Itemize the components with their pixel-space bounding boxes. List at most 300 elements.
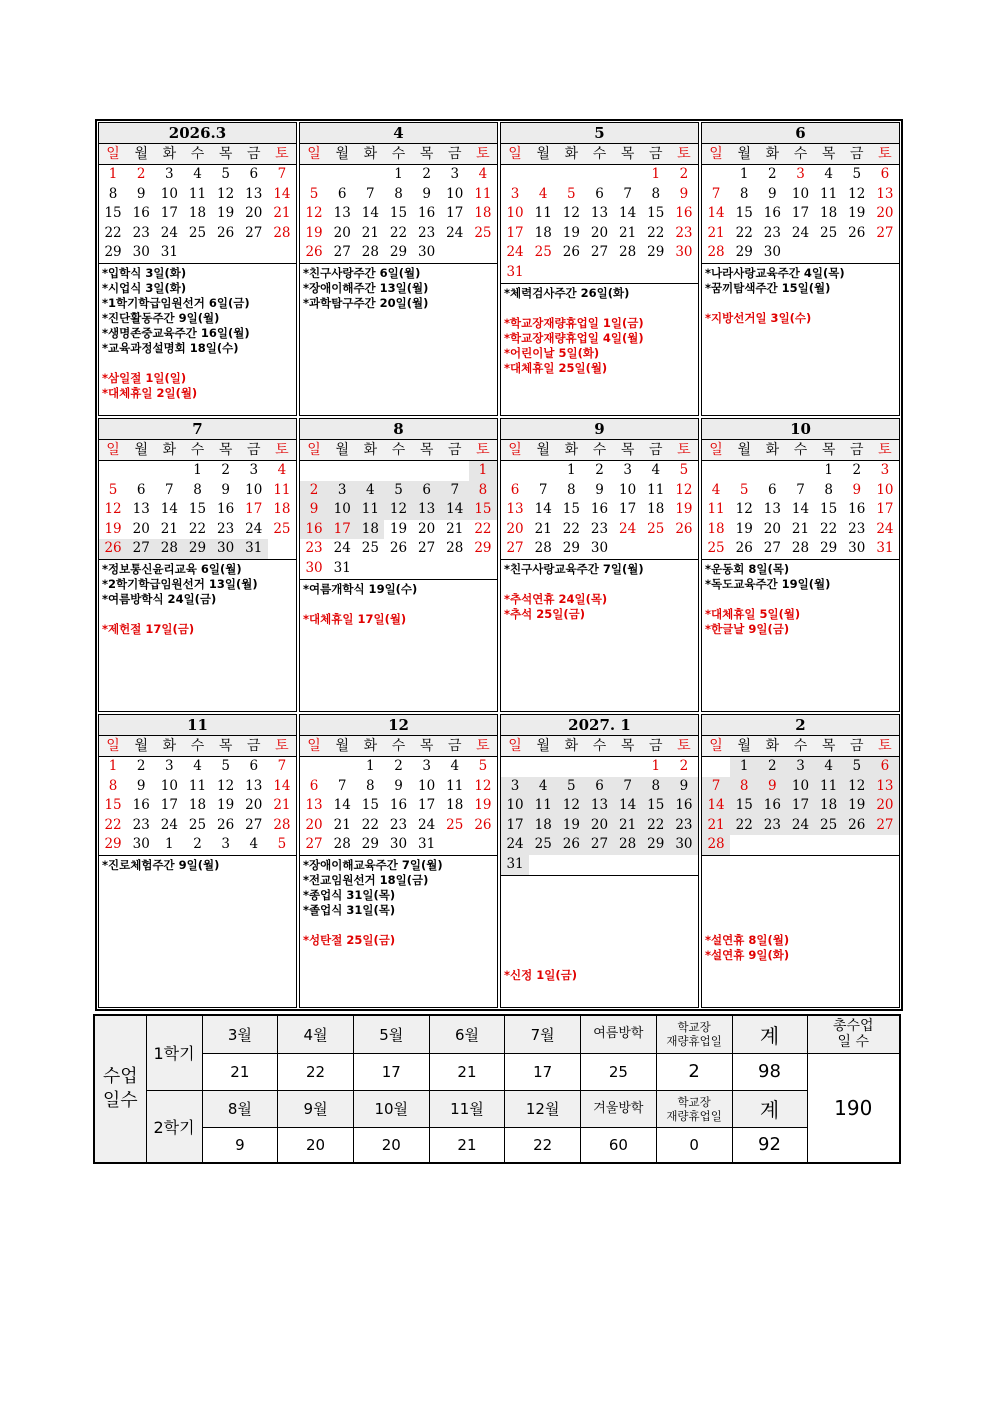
next-month-day-cell: 3 <box>221 836 230 853</box>
day-cell: 19 <box>562 224 580 241</box>
day-cell: 12 <box>305 205 323 222</box>
empty-day-cell <box>356 461 384 481</box>
day-cell: 15 <box>730 796 758 816</box>
day-cell: 22 <box>389 224 408 241</box>
day-cell: 9 <box>136 777 146 794</box>
weekday-label: 토 <box>275 738 289 754</box>
day-cell: 15 <box>735 205 753 222</box>
day-cell: 26 <box>389 540 408 557</box>
day-cell: 2 <box>852 462 862 478</box>
day-cell: 13 <box>871 777 899 797</box>
day-cell: 10 <box>876 481 894 498</box>
day-cell: 21 <box>361 224 379 241</box>
day-cell: 12 <box>217 185 235 202</box>
day-cell: 12 <box>474 777 492 794</box>
day-cell: 29 <box>104 244 122 261</box>
term1-month: 학교장 재량휴업일 <box>656 1015 732 1053</box>
day-cell: 7 <box>277 758 287 774</box>
weekday-label: 일 <box>709 442 723 458</box>
weekday-label: 일 <box>307 146 321 162</box>
day-cell: 4 <box>450 758 460 774</box>
weekday-header <box>99 144 296 165</box>
day-cell: 5 <box>309 185 319 202</box>
day-cell: 8 <box>394 185 403 202</box>
day-cell: 7 <box>165 481 174 498</box>
day-cell: 11 <box>188 777 207 794</box>
day-cell: 11 <box>529 796 557 816</box>
day-cell: 6 <box>337 185 347 202</box>
day-cell: 4 <box>651 462 661 478</box>
weekday-label: 토 <box>275 442 289 458</box>
day-cell: 25 <box>273 520 291 537</box>
day-cell: 28 <box>446 540 464 557</box>
day-cell: 30 <box>389 836 408 853</box>
holiday-item: *제헌절 17일(금) <box>102 621 195 636</box>
weekday-label: 일 <box>709 146 723 162</box>
weekday-label: 수 <box>391 738 406 754</box>
day-cell: 30 <box>670 835 698 855</box>
day-cell: 20 <box>418 520 436 537</box>
term1-value: 22 <box>278 1053 354 1090</box>
day-cell: 20 <box>585 816 613 836</box>
day-cell: 24 <box>506 244 524 261</box>
day-cell: 7 <box>796 481 805 498</box>
day-grid <box>99 757 296 855</box>
month-title: 10 <box>702 419 899 440</box>
holiday-item: *설연휴 9일(화) <box>705 947 790 962</box>
weekday-header <box>702 440 899 461</box>
day-cell: 6 <box>510 481 520 498</box>
empty-day-cell <box>501 757 529 777</box>
weekday-label: 금 <box>850 738 864 754</box>
day-cell: 19 <box>843 796 871 816</box>
weekday-label: 금 <box>247 442 261 458</box>
day-cell: 5 <box>567 185 576 202</box>
day-cell: 22 <box>104 224 122 241</box>
day-cell: 26 <box>735 540 753 557</box>
weekday-label: 수 <box>793 442 808 458</box>
weekday-label: 목 <box>620 146 635 162</box>
day-cell: 9 <box>595 481 604 498</box>
day-cell: 8 <box>366 777 375 794</box>
day-cell: 11 <box>707 501 725 518</box>
day-cell: 30 <box>132 244 150 261</box>
term2-month: 10월 <box>353 1090 429 1127</box>
day-cell: 18 <box>534 224 552 241</box>
day-cell: 30 <box>763 244 781 261</box>
day-cell: 25 <box>474 224 492 241</box>
day-cell: 22 <box>104 816 122 833</box>
day-cell: 20 <box>590 224 609 241</box>
holiday-item: *한글날 9일(금) <box>705 621 790 636</box>
day-cell: 19 <box>305 224 323 241</box>
day-cell: 29 <box>104 836 122 853</box>
day-cell: 24 <box>876 520 894 537</box>
weekday-label: 금 <box>649 442 663 458</box>
day-cell: 30 <box>305 559 323 576</box>
day-cell: 17 <box>245 501 263 518</box>
day-cell: 22 <box>474 520 492 537</box>
day-cell: 26 <box>848 224 866 241</box>
event-item: *나라사랑교육주간 4일(목) <box>705 265 845 280</box>
day-cell: 3 <box>422 758 431 774</box>
day-cell: 24 <box>160 816 178 833</box>
weekday-label: 토 <box>677 738 691 754</box>
empty-day-cell <box>585 165 613 185</box>
weekday-label: 목 <box>419 442 434 458</box>
day-cell: 30 <box>212 539 240 559</box>
weekday-label: 금 <box>850 442 864 458</box>
day-cell: 14 <box>441 500 469 520</box>
day-cell: 7 <box>441 481 469 501</box>
day-cell: 5 <box>852 166 862 182</box>
day-cell: 1 <box>108 166 118 182</box>
day-cell: 18 <box>273 501 291 518</box>
weekday-label: 월 <box>134 738 148 754</box>
empty-day-cell <box>557 757 585 777</box>
event-item: *졸업식 31일(목) <box>303 902 396 917</box>
term1-month: 6월 <box>429 1015 505 1053</box>
weekday-label: 화 <box>363 442 378 458</box>
empty-day-cell <box>155 461 183 481</box>
weekday-label: 목 <box>620 442 635 458</box>
day-cell: 8 <box>730 777 758 797</box>
empty-day-cell <box>702 461 730 481</box>
day-cell: 19 <box>104 520 122 537</box>
term2-month: 겨울방학 <box>581 1090 657 1127</box>
day-cell: 18 <box>474 205 492 222</box>
day-cell: 7 <box>538 481 548 498</box>
event-item: *교육과정설명회 18일(수) <box>102 340 239 355</box>
weekday-label: 화 <box>564 738 579 754</box>
day-cell: 19 <box>735 520 753 537</box>
day-cell: 22 <box>735 224 753 241</box>
day-cell: 26 <box>217 816 235 833</box>
weekday-label: 목 <box>821 442 836 458</box>
day-cell: 18 <box>356 520 384 540</box>
term1-value: 2 <box>656 1053 732 1090</box>
day-cell: 14 <box>361 205 379 222</box>
day-cell: 23 <box>758 816 786 836</box>
day-cell: 15 <box>647 205 665 222</box>
day-cell: 7 <box>623 185 632 202</box>
day-cell: 28 <box>155 539 183 559</box>
day-cell: 6 <box>413 481 441 501</box>
day-cell: 24 <box>786 816 814 836</box>
day-cell: 22 <box>562 520 580 537</box>
day-grid <box>702 757 899 855</box>
day-cell: 4 <box>478 166 488 182</box>
day-cell: 27 <box>127 539 155 559</box>
month-events <box>702 559 899 711</box>
day-cell: 25 <box>815 816 843 836</box>
day-cell: 17 <box>446 205 464 222</box>
day-cell: 4 <box>277 462 287 478</box>
day-cell: 1 <box>651 758 661 774</box>
month-events <box>702 263 899 415</box>
day-cell: 12 <box>104 501 122 518</box>
weekday-header <box>300 736 497 757</box>
month-title: 7 <box>99 419 296 440</box>
weekday-label: 금 <box>247 738 261 754</box>
weekday-label: 목 <box>419 146 434 162</box>
day-cell: 5 <box>384 481 412 501</box>
day-cell: 19 <box>389 520 408 537</box>
weekday-label: 일 <box>106 146 120 162</box>
day-cell: 12 <box>217 777 235 794</box>
month-events <box>300 579 497 711</box>
day-cell: 26 <box>305 244 323 261</box>
day-cell: 21 <box>614 816 642 836</box>
day-cell: 10 <box>501 796 529 816</box>
day-cell: 6 <box>585 777 613 797</box>
day-cell: 5 <box>221 166 230 182</box>
day-cell: 11 <box>820 185 838 202</box>
event-item: *입학식 3일(화) <box>102 265 187 280</box>
month-block <box>299 418 498 712</box>
day-cell: 17 <box>328 520 356 540</box>
day-cell: 14 <box>707 205 725 222</box>
day-grid <box>702 461 899 559</box>
weekday-label: 월 <box>335 738 349 754</box>
day-cell: 21 <box>791 520 810 537</box>
day-cell: 24 <box>791 224 810 241</box>
month-block <box>500 122 699 416</box>
day-cell: 1 <box>469 461 497 481</box>
day-cell: 10 <box>418 777 436 794</box>
day-cell: 23 <box>675 224 693 241</box>
holiday-item: *대체휴일 17일(월) <box>303 611 407 626</box>
term2-value: 20 <box>353 1127 429 1163</box>
day-cell: 27 <box>245 224 263 241</box>
month-events <box>501 559 698 711</box>
day-cell: 16 <box>675 205 693 222</box>
day-cell: 21 <box>619 224 637 241</box>
day-cell: 4 <box>711 481 721 498</box>
month-title: 4 <box>300 123 497 144</box>
month-block <box>701 418 900 712</box>
empty-day-cell <box>730 461 758 481</box>
next-month-day-cell: 2 <box>193 836 202 853</box>
day-cell: 1 <box>193 462 202 478</box>
day-cell: 16 <box>217 501 235 518</box>
empty-day-cell <box>413 461 441 481</box>
day-cell: 24 <box>619 520 637 537</box>
empty-day-cell <box>328 757 356 777</box>
day-cell: 7 <box>277 166 287 182</box>
day-cell: 28 <box>273 816 291 833</box>
empty-day-cell <box>614 165 642 185</box>
day-cell: 15 <box>469 500 497 520</box>
day-cell: 27 <box>506 540 524 557</box>
day-cell: 26 <box>557 835 585 855</box>
term1-value: 17 <box>505 1053 581 1090</box>
empty-day-cell <box>758 461 786 481</box>
month-block <box>299 122 498 416</box>
day-cell: 18 <box>707 520 725 537</box>
day-cell: 24 <box>418 816 436 833</box>
day-cell: 7 <box>702 777 730 797</box>
day-cell: 10 <box>786 777 814 797</box>
weekday-label: 토 <box>878 738 892 754</box>
month-block <box>500 418 699 712</box>
day-cell: 20 <box>333 224 351 241</box>
day-cell: 16 <box>758 796 786 816</box>
day-cell: 23 <box>670 816 698 836</box>
event-item: *친구사랑주간 6일(월) <box>303 265 421 280</box>
day-cell: 4 <box>529 777 557 797</box>
day-cell: 19 <box>217 797 235 814</box>
day-cell: 18 <box>529 816 557 836</box>
day-cell: 27 <box>871 816 899 836</box>
day-cell: 24 <box>501 835 529 855</box>
weekday-label: 월 <box>737 738 751 754</box>
day-cell: 22 <box>361 816 379 833</box>
day-cell: 16 <box>389 797 408 814</box>
day-cell: 20 <box>876 205 894 222</box>
day-cell: 23 <box>418 224 436 241</box>
month-title: 8 <box>300 419 497 440</box>
event-item: *여름방학식 24일(금) <box>102 591 217 606</box>
day-cell: 9 <box>852 481 862 498</box>
day-cell: 2 <box>136 758 146 774</box>
day-cell: 17 <box>160 205 178 222</box>
day-cell: 4 <box>824 166 833 182</box>
day-cell: 13 <box>305 797 323 814</box>
day-cell: 26 <box>474 816 492 833</box>
weekday-label: 월 <box>134 146 148 162</box>
event-item: *꿈끼탐색주간 15일(월) <box>705 280 831 295</box>
term2-month: 학교장 재량휴업일 <box>656 1090 732 1127</box>
holiday-item: *어린이날 5일(화) <box>504 345 600 360</box>
day-cell: 7 <box>614 777 642 797</box>
weekday-label: 월 <box>134 442 148 458</box>
day-cell: 5 <box>221 758 230 774</box>
day-cell: 26 <box>562 244 580 261</box>
day-cell: 27 <box>245 816 263 833</box>
holiday-item: *지방선거일 3일(수) <box>705 310 812 325</box>
month-block <box>701 122 900 416</box>
day-cell: 11 <box>446 777 464 794</box>
school-days-summary-table <box>93 1014 901 1164</box>
month-title: 12 <box>300 715 497 736</box>
day-cell: 4 <box>538 185 548 202</box>
day-grid <box>702 165 899 263</box>
day-cell: 14 <box>273 777 291 794</box>
day-cell: 25 <box>529 835 557 855</box>
weekday-label: 목 <box>218 442 233 458</box>
empty-day-cell <box>384 461 412 481</box>
day-cell: 22 <box>820 520 838 537</box>
day-cell: 31 <box>418 836 436 853</box>
month-events <box>99 855 296 1007</box>
month-events <box>300 855 497 1007</box>
month-title: 11 <box>99 715 296 736</box>
day-cell: 22 <box>188 520 207 537</box>
month-events <box>99 559 296 711</box>
event-item: *시업식 3일(화) <box>102 280 187 295</box>
day-cell: 31 <box>333 559 351 576</box>
day-cell: 25 <box>707 540 725 557</box>
day-cell: 29 <box>361 836 379 853</box>
day-cell: 6 <box>595 185 604 202</box>
day-cell: 5 <box>478 758 488 774</box>
day-cell: 7 <box>337 777 347 794</box>
day-cell: 16 <box>418 205 436 222</box>
day-cell: 25 <box>820 224 838 241</box>
day-cell: 23 <box>848 520 866 537</box>
weekday-label: 목 <box>218 738 233 754</box>
day-cell: 1 <box>366 758 375 774</box>
term1-value: 21 <box>202 1053 278 1090</box>
term2-value: 9 <box>202 1127 278 1163</box>
day-cell: 9 <box>670 777 698 797</box>
weekday-label: 월 <box>335 146 349 162</box>
weekday-label: 일 <box>106 738 120 754</box>
event-item: *여름개학식 19일(수) <box>303 581 418 596</box>
grand-total: 190 <box>807 1053 900 1163</box>
day-cell: 16 <box>670 796 698 816</box>
day-cell: 2 <box>679 758 689 774</box>
day-cell: 1 <box>567 462 576 478</box>
day-cell: 2 <box>394 758 403 774</box>
weekday-label: 금 <box>448 738 462 754</box>
day-cell: 5 <box>843 757 871 777</box>
weekday-label: 토 <box>275 146 289 162</box>
month-title: 9 <box>501 419 698 440</box>
weekday-label: 목 <box>419 738 434 754</box>
day-cell: 25 <box>446 816 464 833</box>
empty-day-cell <box>702 757 730 777</box>
day-cell: 13 <box>333 205 351 222</box>
day-cell: 15 <box>389 205 408 222</box>
day-cell: 3 <box>165 166 174 182</box>
day-cell: 28 <box>702 835 730 855</box>
weekday-header <box>300 440 497 461</box>
term2-month: 9월 <box>278 1090 354 1127</box>
day-cell: 3 <box>510 185 520 202</box>
day-cell: 3 <box>796 166 805 182</box>
day-grid <box>501 165 698 283</box>
day-cell: 10 <box>160 185 178 202</box>
day-cell: 15 <box>361 797 379 814</box>
day-cell: 16 <box>132 205 150 222</box>
empty-day-cell <box>356 165 384 185</box>
weekday-label: 화 <box>162 442 177 458</box>
weekday-label: 토 <box>677 442 691 458</box>
day-cell: 23 <box>217 520 235 537</box>
day-cell: 6 <box>249 758 259 774</box>
day-cell: 29 <box>389 244 408 261</box>
day-cell: 1 <box>651 166 661 182</box>
day-cell: 8 <box>108 777 118 794</box>
day-cell: 18 <box>188 797 207 814</box>
term2-value: 0 <box>656 1127 732 1163</box>
day-cell: 24 <box>446 224 464 241</box>
day-cell: 6 <box>871 757 899 777</box>
day-cell: 14 <box>702 796 730 816</box>
day-cell: 24 <box>245 520 263 537</box>
weekday-label: 금 <box>448 442 462 458</box>
day-cell: 13 <box>245 777 263 794</box>
day-cell: 15 <box>642 796 670 816</box>
weekday-label: 토 <box>476 146 490 162</box>
day-grid <box>501 461 698 559</box>
day-cell: 4 <box>356 481 384 501</box>
weekday-header <box>501 736 698 757</box>
day-cell: 8 <box>739 185 749 202</box>
term2-label: 2학기 <box>146 1090 202 1163</box>
